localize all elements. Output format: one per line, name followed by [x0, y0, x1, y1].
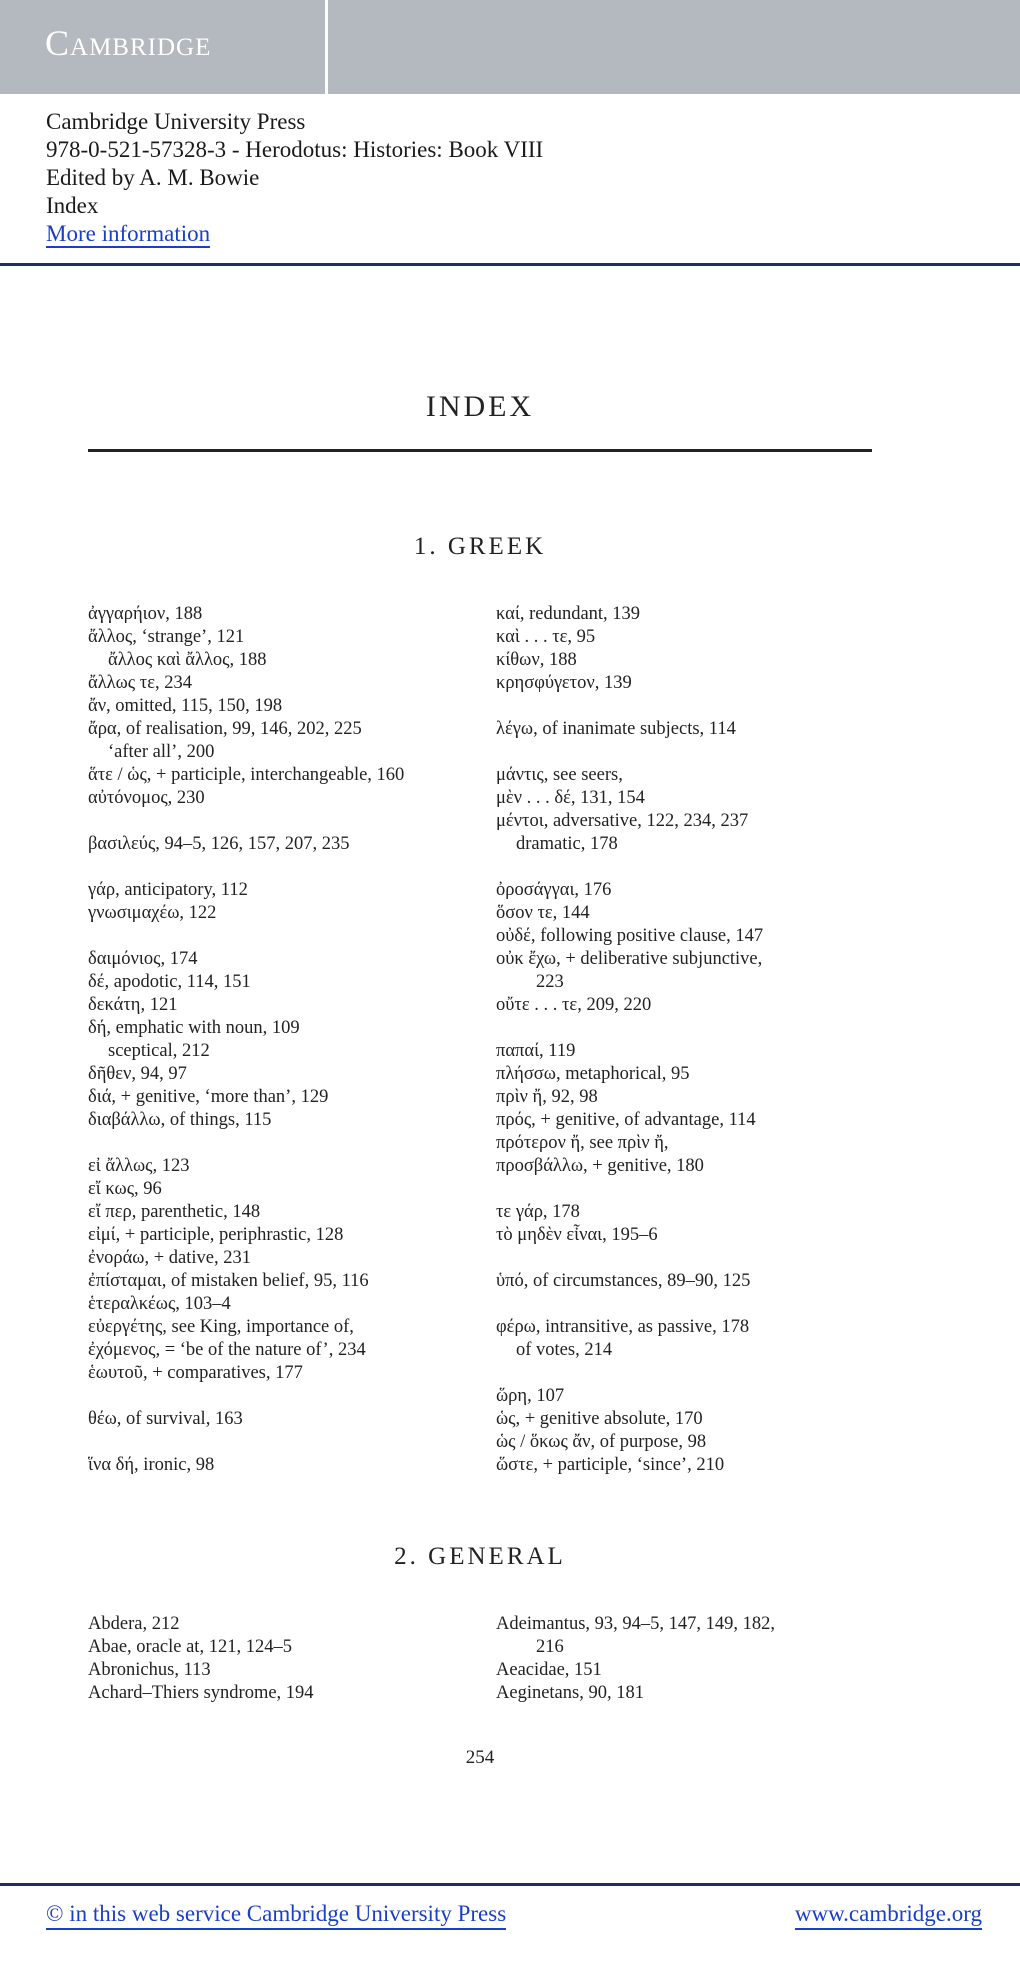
index-entry: εἰ ἄλλως, 123	[88, 1156, 190, 1176]
index-gap	[496, 1017, 896, 1040]
index-subentry: ἄλλος καὶ ἄλλος, 188	[108, 650, 267, 670]
index-gap	[496, 1247, 896, 1270]
index-entry: ὥστε, + participle, ‘since’, 210	[496, 1455, 725, 1475]
index-entry: διά, + genitive, ‘more than’, 129	[88, 1087, 329, 1107]
index-subentry: dramatic, 178	[516, 834, 618, 854]
book-metadata	[46, 108, 543, 248]
index-entry: φέρω, intransitive, as passive, 178	[496, 1317, 750, 1337]
index-entry: ἄλλως τε, 234	[88, 673, 192, 693]
index-gap	[496, 856, 896, 879]
index-entry: ὡς / ὅκως ἄν, of purpose, 98	[496, 1432, 707, 1452]
index-entry: δαιμόνιος, 174	[88, 949, 198, 969]
index-gap	[496, 1293, 896, 1316]
index-entry: ἐνοράω, + dative, 231	[88, 1248, 251, 1268]
index-entry: πλήσσω, metaphorical, 95	[496, 1064, 690, 1084]
footer-rule	[0, 1883, 1020, 1886]
publisher-name: Cambridge University Press	[46, 109, 306, 134]
index-gap	[88, 1431, 488, 1454]
index-entry: διαβάλλω, of things, 115	[88, 1110, 272, 1130]
index-entry: ἄν, omitted, 115, 150, 198	[88, 696, 283, 716]
index-entry: οὐκ ἔχω, + deliberative subjunctive,	[496, 949, 763, 969]
cambridge-logo: Cambridge	[45, 23, 212, 63]
banner-divider	[325, 0, 328, 94]
index-entry: δέ, apodotic, 114, 151	[88, 972, 251, 992]
index-entry: μέντοι, adversative, 122, 234, 237	[496, 811, 749, 831]
index-subentry: of votes, 214	[516, 1340, 613, 1360]
index-entry: καὶ . . . τε, 95	[496, 627, 596, 647]
index-gap	[88, 1132, 488, 1155]
index-entry: εἴ κως, 96	[88, 1179, 162, 1199]
index-entry: ἀγγαρήιον, 188	[88, 604, 203, 624]
general-index-left-column	[88, 1613, 488, 1705]
more-information-link[interactable]: More information	[46, 221, 211, 246]
index-entry: ἄρα, of realisation, 99, 146, 202, 225	[88, 719, 362, 739]
greek-section-heading: 1. GREEK	[413, 533, 547, 560]
index-entry: καί, redundant, 139	[496, 604, 641, 624]
index-entry: πρός, + genitive, of advantage, 114	[496, 1110, 756, 1130]
index-entry: Aeginetans, 90, 181	[496, 1683, 644, 1703]
greek-index-right-column	[496, 603, 896, 1477]
index-entry: ὅσον τε, 144	[496, 903, 590, 923]
index-gap	[88, 810, 488, 833]
title-rule	[88, 449, 872, 452]
index-entry: ὡς, + genitive absolute, 170	[496, 1409, 703, 1429]
index-subentry: 216	[536, 1637, 564, 1657]
index-gap	[496, 1362, 896, 1385]
index-title: INDEX	[425, 390, 535, 423]
publisher-banner	[0, 0, 1020, 94]
index-gap	[496, 1178, 896, 1201]
index-entry: κρησφύγετον, 139	[496, 673, 632, 693]
index-entry: Achard–Thiers syndrome, 194	[88, 1683, 314, 1703]
page-number: 254	[465, 1747, 495, 1768]
cambridge-website-link[interactable]: www.cambridge.org	[795, 1900, 982, 1930]
index-entry: ἐπίσταμαι, of mistaken belief, 95, 116	[88, 1271, 369, 1291]
index-entry: τὸ μηδὲν εἶναι, 195–6	[496, 1225, 658, 1245]
index-entry: βασιλεύς, 94–5, 126, 157, 207, 235	[88, 834, 350, 854]
index-entry: προσβάλλω, + genitive, 180	[496, 1156, 704, 1176]
index-subentry: ‘after all’, 200	[108, 742, 215, 762]
index-entry: ἄλλος, ‘strange’, 121	[88, 627, 245, 647]
index-entry: θέω, of survival, 163	[88, 1409, 243, 1429]
isbn-title: 978-0-521-57328-3 - Herodotus: Histories: Book VIII	[46, 137, 544, 162]
index-entry: εἰμί, + participle, periphrastic, 128	[88, 1225, 344, 1245]
index-entry: δεκάτη, 121	[88, 995, 178, 1015]
index-entry: ἵνα δή, ironic, 98	[88, 1455, 215, 1475]
index-entry: εἴ περ, parenthetic, 148	[88, 1202, 261, 1222]
index-entry: παπαί, 119	[496, 1041, 576, 1061]
index-entry: ἑτεραλκέως, 103–4	[88, 1294, 231, 1314]
index-entry: μὲν . . . δέ, 131, 154	[496, 788, 645, 808]
copyright-link[interactable]: © in this web service Cambridge University Press	[46, 1900, 506, 1930]
editor-credit: Edited by A. M. Bowie	[46, 165, 260, 190]
general-index-right-column	[496, 1613, 896, 1705]
index-entry: ἅτε / ὡς, + participle, interchangeable, 160	[88, 765, 405, 785]
index-entry: κίθων, 188	[496, 650, 577, 670]
index-entry: λέγω, of inanimate subjects, 114	[496, 719, 736, 739]
index-entry: Abronichus, 113	[88, 1660, 211, 1680]
index-entry: πρὶν ἤ, 92, 98	[496, 1087, 598, 1107]
index-entry: δή, emphatic with noun, 109	[88, 1018, 300, 1038]
index-entry: οὐδέ, following positive clause, 147	[496, 926, 764, 946]
index-entry: μάντις, see seers,	[496, 765, 623, 785]
index-entry: ἐχόμενος, = ‘be of the nature of’, 234	[88, 1340, 366, 1360]
greek-index-left-column	[88, 603, 488, 1477]
index-entry: Adeimantus, 93, 94–5, 147, 149, 182,	[496, 1614, 776, 1634]
index-gap	[88, 856, 488, 879]
index-subentry: 223	[536, 972, 564, 992]
index-gap	[88, 925, 488, 948]
index-entry: ὀροσάγγαι, 176	[496, 880, 612, 900]
index-entry: ὥρη, 107	[496, 1386, 565, 1406]
index-entry: τε γάρ, 178	[496, 1202, 580, 1222]
index-entry: Aeacidae, 151	[496, 1660, 602, 1680]
index-entry: Abdera, 212	[88, 1614, 180, 1634]
index-entry: δῆθεν, 94, 97	[88, 1064, 187, 1084]
index-entry: Abae, oracle at, 121, 124–5	[88, 1637, 292, 1657]
index-gap	[496, 741, 896, 764]
general-section-heading: 2. GENERAL	[394, 1543, 566, 1570]
index-entry: ἑωυτοῦ, + comparatives, 177	[88, 1363, 303, 1383]
index-entry: πρότερον ἤ, see πρὶν ἤ,	[496, 1133, 669, 1153]
index-entry: εὐεργέτης, see King, importance of,	[88, 1317, 354, 1337]
index-gap	[88, 1385, 488, 1408]
index-gap	[496, 695, 896, 718]
index-entry: ὑπό, of circumstances, 89–90, 125	[496, 1271, 751, 1291]
index-entry: γνωσιμαχέω, 122	[88, 903, 217, 923]
index-entry: οὔτε . . . τε, 209, 220	[496, 995, 652, 1015]
section-label: Index	[46, 193, 99, 218]
header-rule	[0, 263, 1020, 266]
index-entry: αὐτόνομος, 230	[88, 788, 205, 808]
index-subentry: sceptical, 212	[108, 1041, 210, 1061]
index-entry: γάρ, anticipatory, 112	[88, 880, 248, 900]
